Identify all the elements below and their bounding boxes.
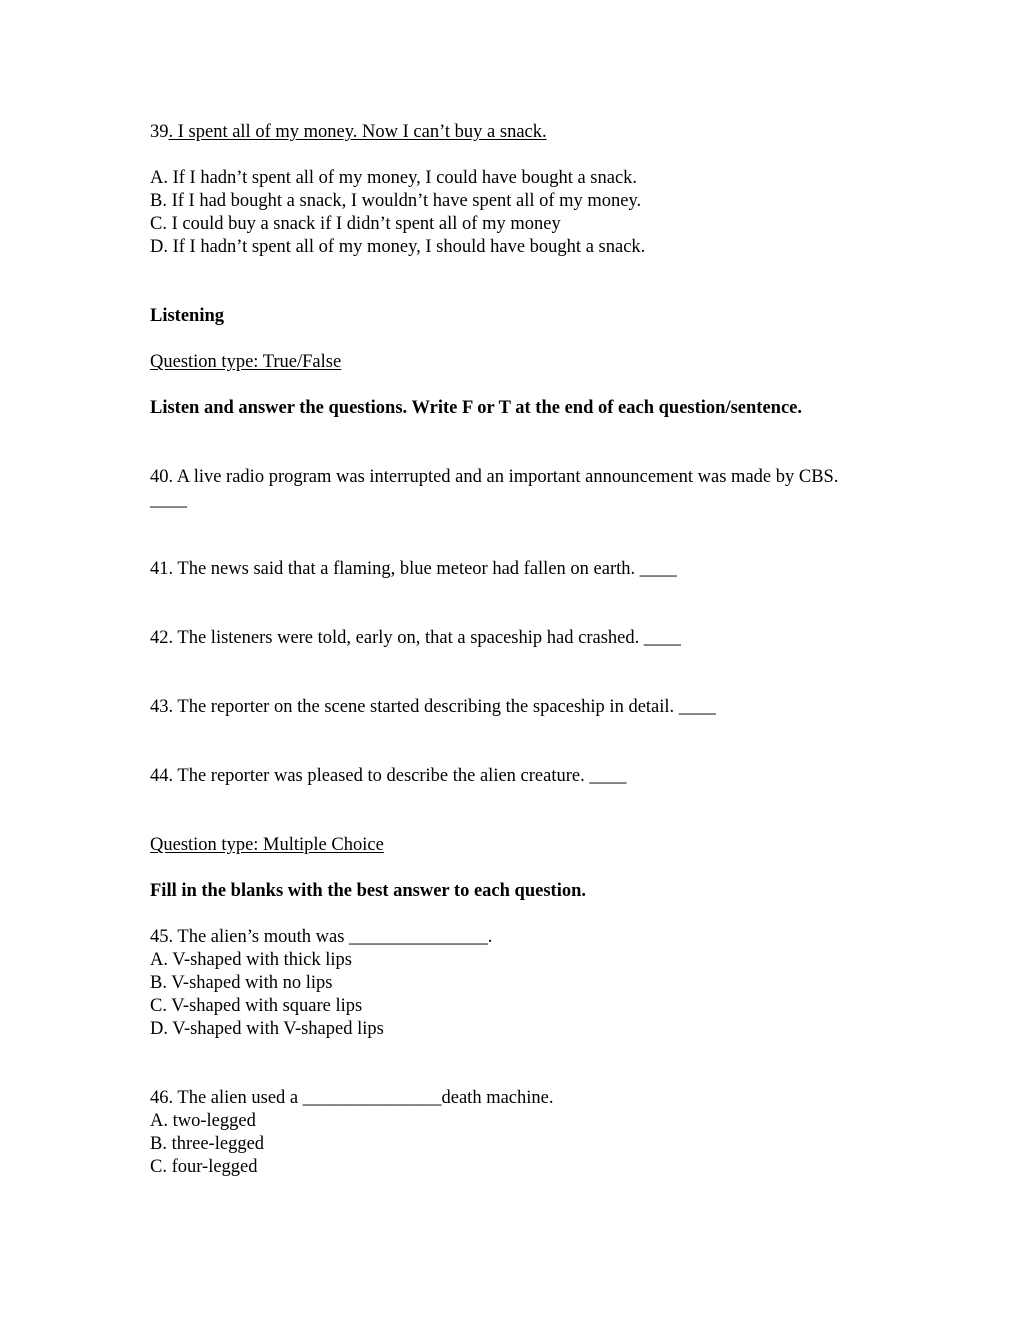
question-39-text: . I spent all of my money. Now I can’t buy a snack. — [168, 122, 547, 142]
true-false-instruction: Listen and answer the questions. Write F or T at the end of each question/sentence. — [150, 398, 802, 418]
question-46-prompt: 46. The alien used a _______________death machine. — [150, 1088, 554, 1108]
listening-heading: Listening — [150, 306, 225, 326]
question-45-option-d: D. V-shaped with V-shaped lips — [150, 1019, 384, 1039]
multiple-choice-type-label: Question type: Multiple Choice — [150, 835, 384, 855]
true-false-type-label: Question type: True/False — [150, 352, 342, 372]
question-46-option-b: B. three-legged — [150, 1134, 265, 1154]
question-43: 43. The reporter on the scene started describing the spaceship in detail. ____ — [150, 697, 716, 717]
question-39-option-a: A. If I hadn’t spent all of my money, I could have bought a snack. — [150, 168, 638, 188]
question-40: 40. A live radio program was interrupted and an important announcement was made by CBS. ____ — [150, 467, 839, 510]
question-39-number: 39 — [150, 122, 169, 142]
question-46-option-c: C. four-legged — [150, 1157, 258, 1177]
question-39-option-d: D. If I hadn’t spent all of my money, I should have bought a snack. — [150, 237, 646, 257]
question-46-option-a: A. two-legged — [150, 1111, 256, 1131]
question-44: 44. The reporter was pleased to describe the alien creature. ____ — [150, 766, 627, 786]
question-39-option-c: C. I could buy a snack if I didn’t spent all of my money — [150, 214, 561, 234]
question-45-prompt: 45. The alien’s mouth was _______________. — [150, 927, 493, 947]
question-39-option-b: B. If I had bought a snack, I wouldn’t have spent all of my money. — [150, 191, 642, 211]
question-45-option-b: B. V-shaped with no lips — [150, 973, 333, 993]
question-39-prompt — [150, 121, 547, 144]
question-45-option-a: A. V-shaped with thick lips — [150, 950, 352, 970]
question-41: 41. The news said that a flaming, blue meteor had fallen on earth. ____ — [150, 559, 677, 579]
multiple-choice-instruction: Fill in the blanks with the best answer to each question. — [150, 881, 586, 901]
question-45-option-c: C. V-shaped with square lips — [150, 996, 363, 1016]
question-42: 42. The listeners were told, early on, that a spaceship had crashed. ____ — [150, 628, 681, 648]
